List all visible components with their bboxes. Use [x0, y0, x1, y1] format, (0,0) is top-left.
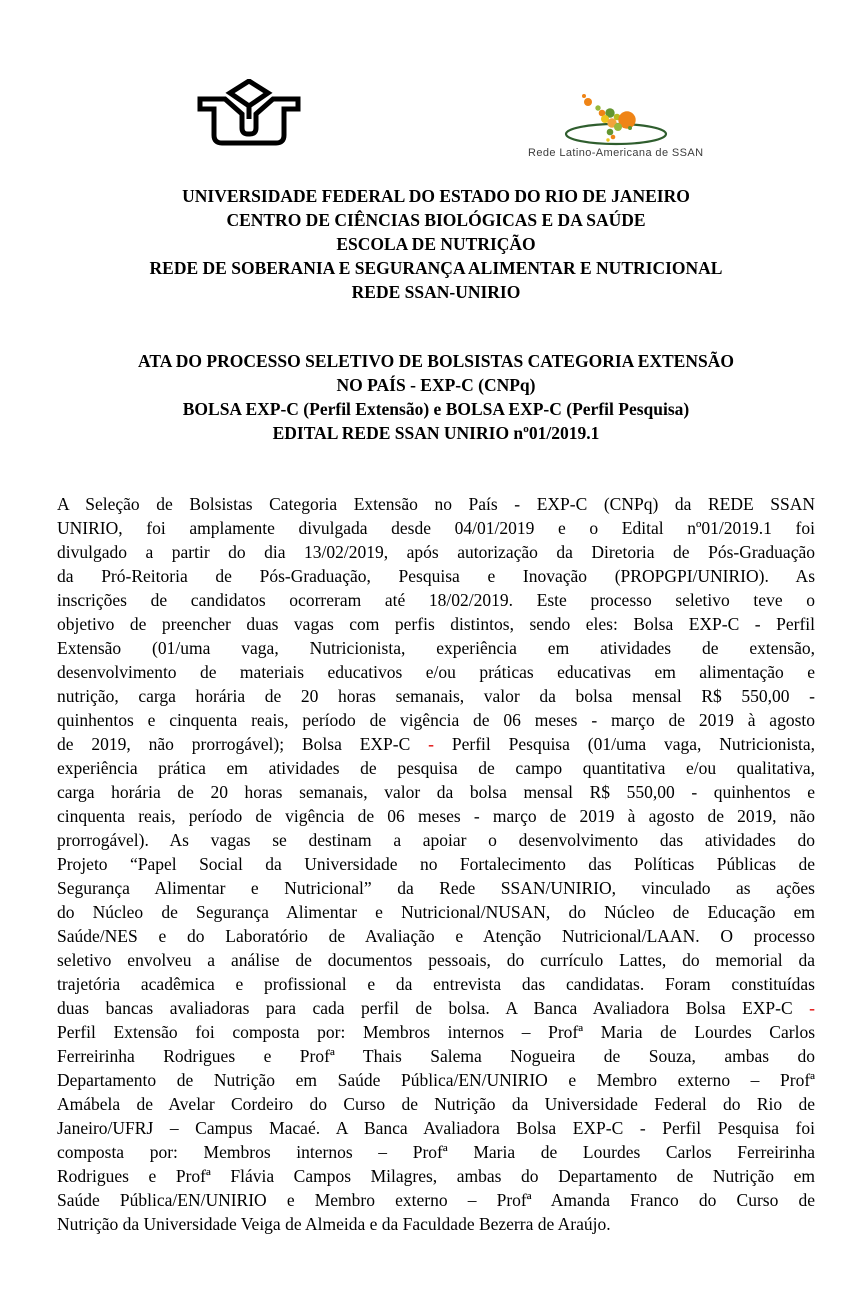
institution-header — [57, 184, 815, 304]
body-line — [57, 636, 815, 660]
body-line — [57, 588, 815, 612]
unirio-logo-graphic — [197, 79, 301, 149]
unirio-diamond — [230, 81, 268, 106]
text-segment: Projeto “Papel Social da Universidade no Fortalecimento das Políticas Públicas de — [57, 854, 815, 874]
body-line — [57, 612, 815, 636]
body-line — [57, 1188, 815, 1212]
ssan-logo-graphic — [528, 70, 704, 146]
text-segment: composta por: Membros internos – Profª Maria de Lourdes Carlos Ferreirinha — [57, 1142, 815, 1162]
title-line: BOLSA EXP-C (Perfil Extensão) e BOLSA EXP-C (Perfil Pesquisa) — [182, 399, 690, 419]
text-segment: prorrogável). As vagas se destinam a apoiar o desenvolvimento das atividades do — [57, 830, 815, 850]
body-line — [57, 1020, 815, 1044]
body-line — [57, 924, 815, 948]
red-text-segment: - — [428, 734, 434, 754]
title-line: NO PAÍS - EXP-C (CNPq) — [336, 375, 536, 395]
text-segment: Segurança Alimentar e Nutricional” da Rede SSAN/UNIRIO, vinculado as ações — [57, 878, 815, 898]
body-line — [57, 948, 815, 972]
red-text-segment: - — [809, 998, 815, 1018]
body-line — [57, 1092, 815, 1116]
body-line — [57, 1212, 815, 1236]
body-line — [57, 780, 815, 804]
text-segment: Nutrição da Universidade Veiga de Almeida e da Faculdade Bezerra de Araújo. — [57, 1214, 611, 1234]
text-segment: Perfil Extensão foi composta por: Membros internos – Profª Maria de Lourdes Carlos — [57, 1022, 815, 1042]
body-line — [57, 540, 815, 564]
text-segment: experiência prática em atividades de pesquisa de campo quantitativa e/ou qualitativa, — [57, 758, 815, 778]
text-segment: UNIRIO, foi amplamente divulgada desde 04/01/2019 e o Edital nº01/2019.1 foi — [57, 518, 815, 538]
ssan-logo — [528, 70, 708, 159]
text-segment: de 2019, não prorrogável); Bolsa EXP-C — [57, 734, 429, 754]
text-segment: desenvolvimento de materiais educativos e/ou práticas educativas em alimentação e — [57, 662, 815, 682]
title-line: EDITAL REDE SSAN UNIRIO nº01/2019.1 — [272, 423, 600, 443]
text-segment: cinquenta reais, período de vigência de 06 meses - março de 2019 à agosto de 2019, não — [57, 806, 815, 826]
document-title — [57, 349, 815, 445]
text-segment: objetivo de preencher duas vagas com perfis distintos, sendo eles: Bolsa EXP-C - Perfil — [57, 614, 815, 634]
text-segment: Janeiro/UFRJ – Campus Macaé. A Banca Avaliadora Bolsa EXP-C - Perfil Pesquisa foi — [57, 1118, 815, 1138]
text-segment: A Seleção de Bolsistas Categoria Extensão no País - EXP-C (CNPq) da REDE SSAN — [57, 494, 815, 514]
body-line — [57, 876, 815, 900]
body-line — [57, 804, 815, 828]
text-segment: trajetória acadêmica e profissional e da entrevista das candidatas. Foram constituídas — [57, 974, 815, 994]
text-segment: nutrição, carga horária de 20 horas semanais, valor da bolsa mensal R$ 550,00 - — [57, 686, 815, 706]
body-line — [57, 492, 815, 516]
text-segment: Ferreirinha Rodrigues e Profª Thais Salema Nogueira de Souza, ambas do — [57, 1046, 815, 1066]
header-line: REDE SSAN-UNIRIO — [351, 282, 521, 302]
header-line: REDE DE SOBERANIA E SEGURANÇA ALIMENTAR E NUTRICIONAL — [149, 258, 723, 278]
body-line — [57, 516, 815, 540]
header-line: ESCOLA DE NUTRIÇÃO — [336, 234, 536, 254]
text-segment: Perfil Pesquisa (01/uma vaga, Nutricionista, — [434, 734, 815, 754]
text-segment: seletivo envolveu a análise de documentos pessoais, do currículo Lattes, do memorial da — [57, 950, 815, 970]
body-line — [57, 756, 815, 780]
ssan-map-dots — [582, 94, 636, 142]
text-segment: divulgado a partir do dia 13/02/2019, após autorização da Diretoria de Pós-Graduação — [57, 542, 815, 562]
unirio-logo — [197, 79, 301, 149]
text-segment: da Pró-Reitoria de Pós-Graduação, Pesquisa e Inovação (PROPGPI/UNIRIO). As — [57, 566, 815, 586]
body-line — [57, 660, 815, 684]
body-line — [57, 1116, 815, 1140]
body-line — [57, 1140, 815, 1164]
text-segment: Departamento de Nutrição em Saúde Pública/EN/UNIRIO e Membro externo – Profª — [57, 1070, 815, 1090]
text-segment: do Núcleo de Segurança Alimentar e Nutricional/NUSAN, do Núcleo de Educação em — [57, 902, 815, 922]
document-body — [57, 492, 815, 1236]
header-line: CENTRO DE CIÊNCIAS BIOLÓGICAS E DA SAÚDE — [226, 210, 646, 230]
body-line — [57, 732, 815, 756]
text-segment: carga horária de 20 horas semanais, valor da bolsa mensal R$ 550,00 - quinhentos e — [57, 782, 815, 802]
body-line — [57, 708, 815, 732]
body-line — [57, 972, 815, 996]
body-line — [57, 996, 815, 1020]
text-segment: duas bancas avaliadoras para cada perfil de bolsa. A Banca Avaliadora Bolsa EXP-C — [57, 998, 810, 1018]
body-line — [57, 1164, 815, 1188]
header-line: UNIVERSIDADE FEDERAL DO ESTADO DO RIO DE JANEIRO — [182, 186, 690, 206]
text-segment: Saúde/NES e do Laboratório de Avaliação e Atenção Nutricional/LAAN. O processo — [57, 926, 815, 946]
title-line: ATA DO PROCESSO SELETIVO DE BOLSISTAS CATEGORIA EXTENSÃO — [138, 351, 734, 371]
body-line — [57, 684, 815, 708]
text-segment: quinhentos e cinquenta reais, período de vigência de 06 meses - março de 2019 à agosto — [57, 710, 815, 730]
text-segment: Rodrigues e Profª Flávia Campos Milagres, ambas do Departamento de Nutrição em — [57, 1166, 815, 1186]
ssan-logo-caption: Rede Latino-Americana de SSAN — [528, 147, 704, 159]
body-line — [57, 564, 815, 588]
text-segment: Saúde Pública/EN/UNIRIO e Membro externo – Profª Amanda Franco do Curso de — [57, 1190, 815, 1210]
body-line — [57, 828, 815, 852]
text-segment: Amábela de Avelar Cordeiro do Curso de Nutrição da Universidade Federal do Rio de — [57, 1094, 815, 1114]
text-segment: inscrições de candidatos ocorreram até 18/02/2019. Este processo seletivo teve o — [57, 590, 815, 610]
body-line — [57, 1068, 815, 1092]
body-line — [57, 852, 815, 876]
body-line — [57, 1044, 815, 1068]
body-line — [57, 900, 815, 924]
text-segment: Extensão (01/uma vaga, Nutricionista, experiência em atividades de extensão, — [57, 638, 815, 658]
